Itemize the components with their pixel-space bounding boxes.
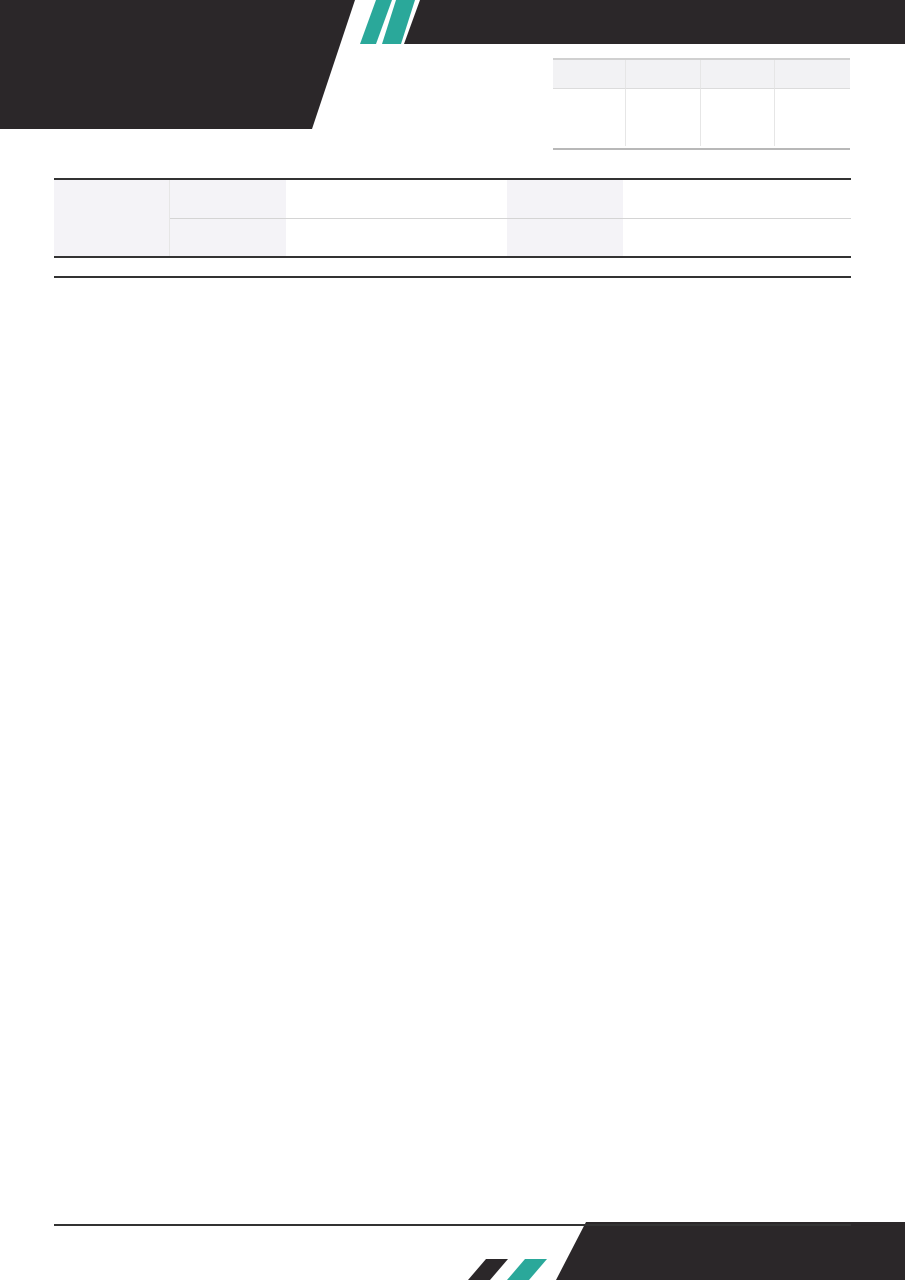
approval-sign-cell: [775, 89, 850, 146]
header-dark-bar: [404, 0, 905, 44]
approval-header-label: [553, 60, 626, 89]
info-value: [627, 219, 849, 256]
info-label: [507, 219, 623, 256]
info-label: [170, 180, 286, 218]
footer-teal-stripe: [507, 1259, 547, 1280]
approval-header-cell: [775, 60, 850, 89]
header-dark-shape: [0, 0, 355, 129]
approval-sign-cell: [701, 89, 775, 146]
info-value: [288, 219, 506, 256]
approval-header-cell: [626, 60, 701, 89]
approval-sign-cell: [553, 89, 626, 146]
approval-header-cell: [701, 60, 775, 89]
info-label: [170, 219, 286, 256]
info-table: [54, 178, 851, 258]
info-label: [507, 180, 623, 218]
info-row: [170, 180, 851, 219]
approval-sign-cell: [626, 89, 701, 146]
plan-sections-table: [54, 276, 851, 1226]
footer-dark-stripe: [468, 1259, 508, 1280]
info-left-label: [54, 180, 170, 256]
footer-dark-shape: [556, 1222, 905, 1280]
approval-table: [553, 58, 850, 150]
info-row: [170, 219, 851, 256]
info-value: [627, 180, 849, 218]
info-value: [288, 180, 506, 218]
